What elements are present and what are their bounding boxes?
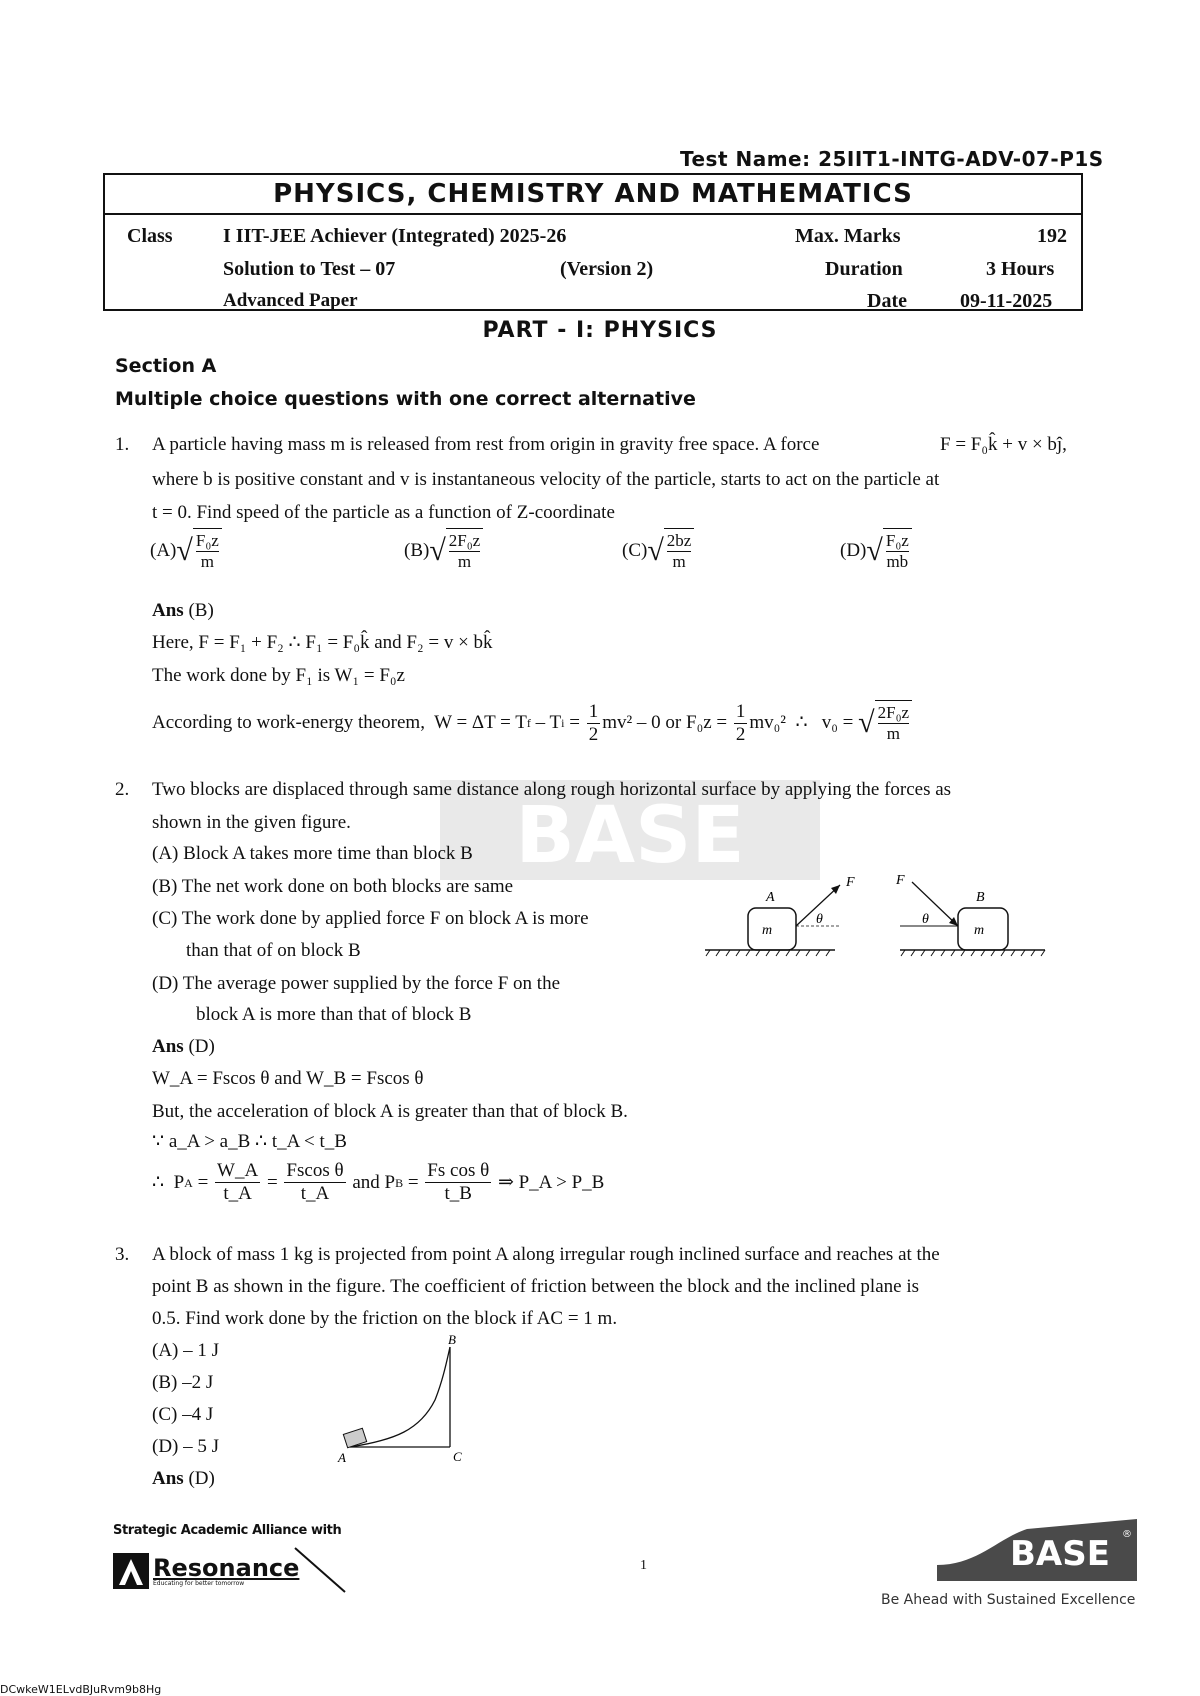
max-marks-value: 192 <box>1037 225 1067 247</box>
q3-line1: A block of mass 1 kg is projected from point A along irregular rough inclined surface and reaches at the <box>152 1244 940 1265</box>
resonance-emblem-icon <box>113 1553 149 1589</box>
resonance-tagline: Educating for better tomorrow <box>153 1579 245 1587</box>
paper-type: Advanced Paper <box>223 290 358 311</box>
class-value: I IIT-JEE Achiever (Integrated) 2025-26 <box>223 225 567 247</box>
q1-option-b: (B) √ 2F₀z m <box>404 528 483 574</box>
q3-line2: point B as shown in the figure. The coefficient of friction between the block and the inclined plane is <box>152 1276 919 1297</box>
q1-option-a: (A) √ F₀z m <box>150 528 222 574</box>
duration-label: Duration <box>825 258 903 280</box>
q1-v0-sqrt: √ 2F₀z m <box>858 700 912 746</box>
svg-text:A: A <box>766 890 775 905</box>
q1-line1: A particle having mass m is released from rest from origin in gravity free space. A force <box>152 434 820 455</box>
svg-text:θ: θ <box>922 912 929 927</box>
q2-fa-fraction: $\frac{\text{Fscos θ}}{t\_A}$ <box>286 1160 344 1204</box>
svg-text:m: m <box>762 923 773 938</box>
alliance-text: Strategic Academic Alliance with <box>113 1523 342 1538</box>
q1-number: 1. <box>115 434 130 455</box>
version-label: (Version 2) <box>560 258 654 280</box>
resonance-swoosh-icon <box>293 1546 353 1596</box>
svg-text:F: F <box>846 875 855 890</box>
q2-wa-fraction: $\frac{W\_A}{t\_A}$ <box>217 1160 259 1204</box>
svg-text:BASE: BASE <box>515 791 745 881</box>
q3-answer: Ans (D) <box>152 1468 215 1489</box>
q2-answer: Ans (D) <box>152 1036 215 1057</box>
class-label: Class <box>127 225 173 247</box>
q2-blocks-figure <box>700 870 1060 965</box>
q2-option-d-line2: block A is more than that of block B <box>196 1004 472 1025</box>
base-logo-mark <box>937 1519 1137 1589</box>
q1-option-c-sqrt: √ 2bz m <box>647 528 694 574</box>
svg-text:B: B <box>448 1335 456 1347</box>
q1-solution-line2: The work done by F₁ is W₁ = F₀z <box>152 665 405 686</box>
solution-label: Solution to Test – 07 <box>223 258 396 280</box>
svg-text:B: B <box>976 890 985 905</box>
page-number: 1 <box>640 1558 647 1573</box>
test-name: Test Name: 25IIT1-INTG-ADV-07-P1S <box>680 147 1104 171</box>
q1-option-b-sqrt: √ 2F₀z m <box>429 528 483 574</box>
q3-option-b: (B) –2 J <box>152 1372 214 1393</box>
part-title: PART - I: PHYSICS <box>482 318 718 343</box>
date-label: Date <box>867 290 907 312</box>
q2-solution-line2: But, the acceleration of block A is greater than that of block B. <box>152 1101 628 1122</box>
q3-line3: 0.5. Find work done by the friction on the block if AC = 1 m. <box>152 1308 618 1329</box>
svg-text:F: F <box>896 873 905 888</box>
q3-option-c: (C) –4 J <box>152 1404 214 1425</box>
q1-option-c: (C) √ 2bz m <box>622 528 694 574</box>
svg-text:BASE: BASE <box>1010 1534 1110 1574</box>
max-marks-label: Max. Marks <box>795 225 901 247</box>
header-box <box>103 173 1083 311</box>
q1-line2: where b is positive constant and v is instantaneous velocity of the particle, starts to act on the particle at <box>152 469 940 490</box>
resonance-logo <box>113 1523 353 1596</box>
date-value: 09-11-2025 <box>960 290 1053 312</box>
q1-option-a-sqrt: √ F₀z m <box>176 528 221 574</box>
q3-incline-figure <box>335 1335 475 1470</box>
q1-solution-line3: According to work-energy theorem, W = ΔT = T f – T i = $\frac{1}{2}$ mv² – 0 or F₀z = $\frac{1}{2}$ mv₀² ∴ v₀ = √ 2F₀z m <box>152 700 912 746</box>
q1-half-fraction: $\frac{1}{2}$ <box>735 700 746 745</box>
q2-line2: shown in the given figure. <box>152 812 351 833</box>
base-tagline: Be Ahead with Sustained Excellence <box>881 1592 1136 1608</box>
section-title: Section A <box>115 355 217 377</box>
resonance-name: Resonance <box>153 1553 300 1582</box>
section-subtitle: Multiple choice questions with one correct alternative <box>115 388 696 410</box>
q2-option-c-line1: (C) The work done by applied force F on block A is more <box>152 908 589 929</box>
q1-option-d: (D) √ F₀z mb <box>840 528 912 574</box>
q2-option-b: (B) The net work done on both blocks are same <box>152 876 514 897</box>
svg-text:A: A <box>338 1450 346 1465</box>
q3-option-a: (A) – 1 J <box>152 1340 220 1361</box>
q3-option-d: (D) – 5 J <box>152 1436 220 1457</box>
paper-title: PHYSICS, CHEMISTRY AND MATHEMATICS <box>105 175 1081 215</box>
q2-pb-fraction: $\frac{\text{Fs cos θ}}{t\_B}$ <box>427 1160 490 1204</box>
q2-line1: Two blocks are displaced through same distance along rough horizontal surface by applying the forces as <box>152 779 952 800</box>
svg-text:C: C <box>453 1449 462 1464</box>
q3-number: 3. <box>115 1244 130 1265</box>
q1-solution-line1: Here, F = F₁ + F₂ ∴ F₁ = F₀k̂ and F₂ = v × bk̂ <box>152 632 493 653</box>
svg-text:®: ® <box>1122 1529 1132 1540</box>
document-code: DCwkeW1ELvdBJuRvm9b8Hg <box>0 1683 162 1696</box>
q2-option-c-line2: than that of on block B <box>186 940 361 961</box>
q1-line3: t = 0. Find speed of the particle as a function of Z-coordinate <box>152 502 615 523</box>
q2-solution-line3: ∵ a_A > a_B ∴ t_A < t_B <box>152 1131 347 1152</box>
duration-value: 3 Hours <box>986 258 1055 280</box>
base-logo <box>881 1519 1137 1608</box>
q1-force-eq: F = F₀k̂ + v × bĵ, <box>940 434 1067 455</box>
svg-text:θ: θ <box>816 912 823 927</box>
svg-text:m: m <box>974 923 985 938</box>
q2-solution-line4: ∴ P A = $\frac{W\_A}{t\_A}$ = $\frac{\text{Fscos θ}}{t\_A}$ and P B = $\frac{\text{Fs cos θ}}{t\_B}$ ⇒ P_A > P_B <box>152 1160 605 1204</box>
q1-answer: Ans (B) <box>152 600 214 621</box>
q2-option-d-line1: (D) The average power supplied by the force F on the <box>152 973 561 994</box>
q2-option-a: (A) Block A takes more time than block B <box>152 843 473 864</box>
q2-solution-line1: W_A = Fscos θ and W_B = Fscos θ <box>152 1068 424 1089</box>
q1-option-d-sqrt: √ F₀z mb <box>866 528 911 574</box>
q2-number: 2. <box>115 779 130 800</box>
